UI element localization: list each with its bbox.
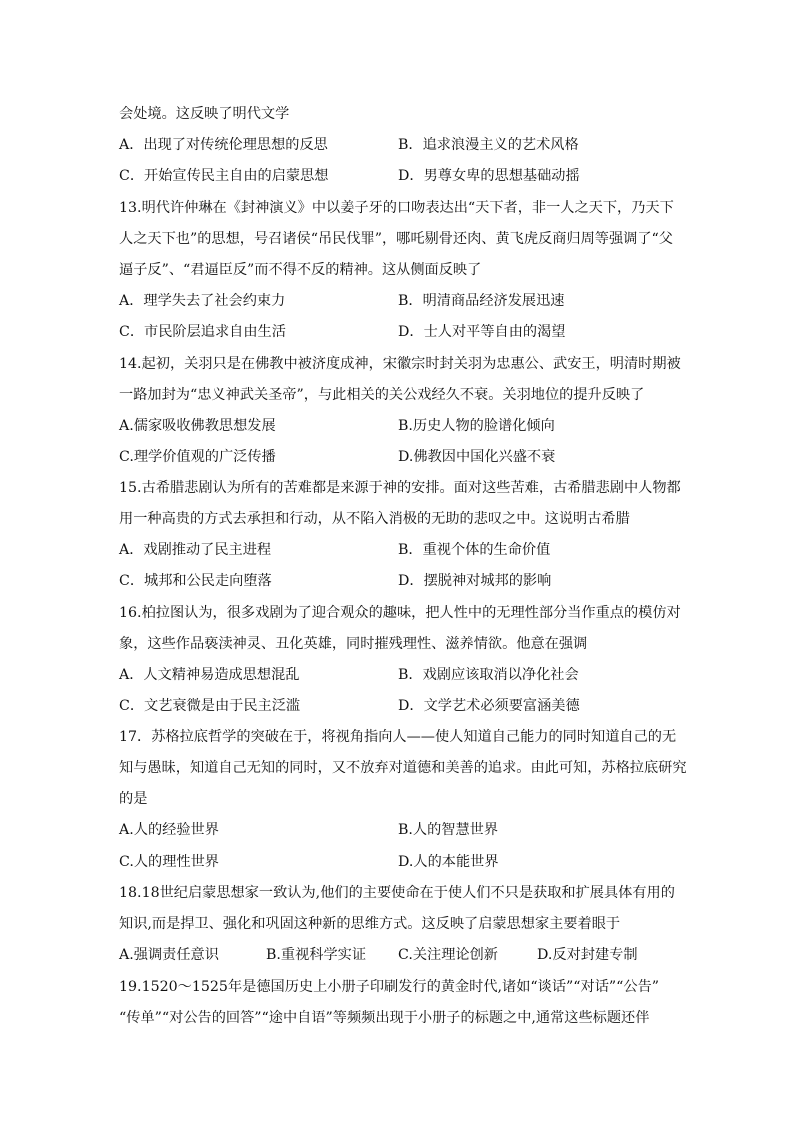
option-b: B.历史人物的脸谱化倾向 [398, 418, 555, 434]
option-c: C．开始宣传民主自由的启蒙思想 [119, 168, 329, 184]
question-13-text: 人之天下也”的思想，号召诸侯“吊民伐罪”，哪吒剔骨还肉、黄飞虎反商归周等强调了“父 [119, 231, 673, 247]
question-14-text: 一路加封为“忠义神武关圣帝”，与此相关的关公戏经久不衰。关羽地位的提升反映了 [119, 387, 645, 403]
option-d: D．士人对平等自由的渴望 [398, 324, 566, 340]
question-16-text: 16.柏拉图认为，很多戏剧为了迎合观众的趣味，把人性中的无理性部分当作重点的模仿对 [119, 605, 681, 621]
option-d: D．文学艺术必须要富涵美德 [398, 698, 580, 714]
question-18-text: 18.18世纪启蒙思想家一致认为,他们的主要使命在于使人们不只是获取和扩展具体有用的 [119, 885, 675, 901]
option-a: A．人文精神易造成思想混乱 [119, 667, 300, 683]
option-a: A．戏剧推动了民主进程 [119, 542, 272, 558]
question-14-text: 14.起初，关羽只是在佛教中被济度成神，宋徽宗时封关羽为忠惠公、武安王，明清时期被 [119, 356, 681, 372]
option-c: C．文艺衰微是由于民主泛滥 [119, 698, 301, 714]
question-13-text: 逼子反”、“君逼臣反”而不得不反的精神。这从侧面反映了 [119, 262, 482, 278]
question-18-text: 知识,而是捍卫、强化和巩固这种新的思维方式。这反映了启蒙思想家主要着眼于 [119, 916, 621, 932]
question-17-text: 的是 [119, 791, 148, 807]
question-17-text: 17．苏格拉底哲学的突破在于，将视角指向人——使人知道自己能力的同时知道自己的无 [119, 729, 677, 745]
option-c: C.理学价值观的广泛传播 [119, 449, 276, 465]
option-d: D．男尊女卑的思想基础动摇 [398, 168, 580, 184]
option-c: C．城邦和公民走向堕落 [119, 573, 272, 589]
question-15-text: 15.古希腊悲剧认为所有的苦难都是来源于神的安排。面对这些苦难，古希腊悲剧中人物都 [119, 480, 681, 496]
option-b: B．明清商品经济发展迅速 [398, 293, 565, 309]
option-d: D．摆脱神对城邦的影响 [398, 573, 552, 589]
option-b: B．重视个体的生命价值 [398, 542, 551, 558]
option-b: B.人的智慧世界 [398, 822, 499, 838]
option-a: A.人的经验世界 [119, 822, 219, 838]
question-19-text: 19.1520～1525年是德国历史上小册子印刷发行的黄金时代,诸如“谈话”“对话”“公告” [119, 979, 660, 995]
option-a: A．理学失去了社会约束力 [119, 293, 286, 309]
text-line: 会处境。这反映了明代文学 [119, 106, 290, 122]
option-d: D.反对封建专制 [537, 947, 638, 963]
option-b: B.重视科学实证 [266, 947, 367, 963]
question-15-text: 用一种高贵的方式去承担和行动，从不陷入消极的无助的悲叹之中。这说明古希腊 [119, 511, 630, 527]
option-a: A．出现了对传统伦理思想的反思 [119, 137, 328, 153]
option-a: A.强调责任意识 [119, 947, 219, 963]
question-19-text: “传单”“对公告的回答”“途中自语”等频频出现于小册子的标题之中,通常这些标题还伴 [119, 1010, 650, 1026]
option-c: C．市民阶层追求自由生活 [119, 324, 286, 340]
option-a: A.儒家吸收佛教思想发展 [119, 418, 276, 434]
question-17-text: 知与愚昧，知道自己无知的同时，又不放弃对道德和美善的追求。由此可知，苏格拉底研究 [119, 760, 687, 776]
question-16-text: 象，这些作品亵渎神灵、丑化英雄，同时摧残理性、滋养情欲。他意在强调 [119, 636, 588, 652]
option-c: C.关注理论创新 [398, 947, 498, 963]
option-d: D.佛教因中国化兴盛不衰 [398, 449, 556, 465]
question-13-text: 13.明代许仲琳在《封神演义》中以姜子牙的口吻表达出“天下者，非一人之天下，乃天下 [119, 200, 674, 216]
option-b: B．追求浪漫主义的艺术风格 [398, 137, 579, 153]
option-b: B．戏剧应该取消以净化社会 [398, 667, 579, 683]
option-d: D.人的本能世界 [398, 854, 499, 870]
option-c: C.人的理性世界 [119, 854, 219, 870]
